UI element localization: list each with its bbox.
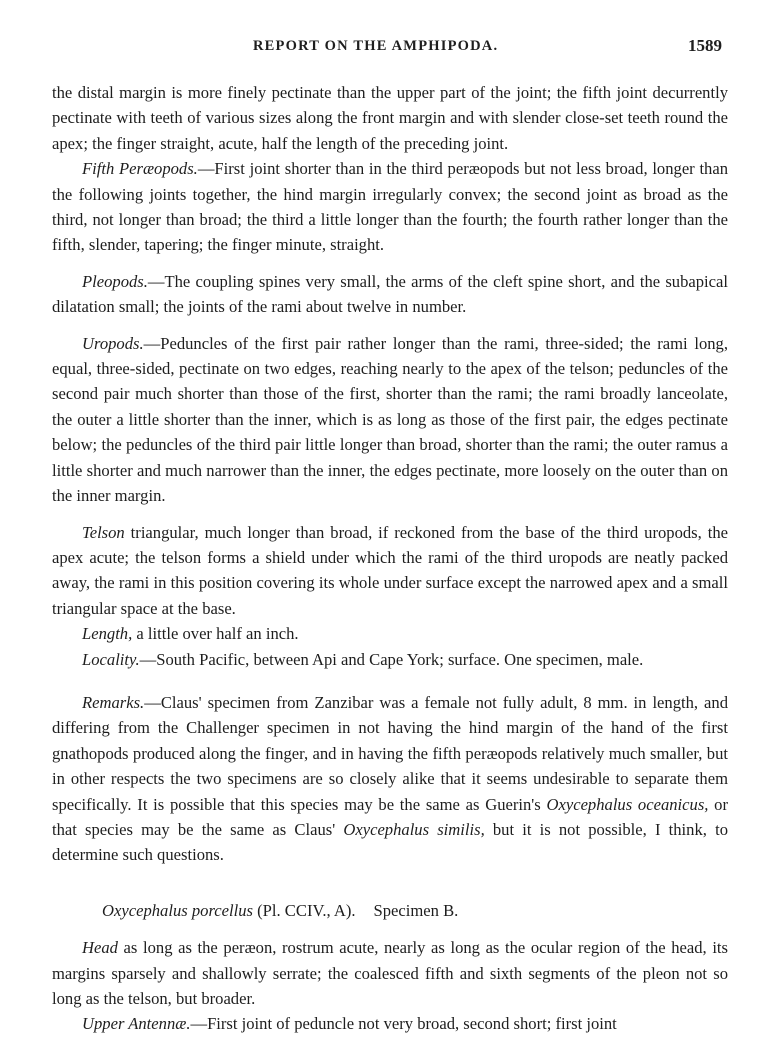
paragraph-continuation [52, 80, 728, 156]
page-number: 1589 [688, 36, 722, 55]
paragraph-text: triangular, much longer than broad, if reckoned from the base of the third uropods, the apex acute; the telson forms a shield under which the rami of the third uropods are neatly packed away, the rami in this position covering its whole under surface except the narrowed apex and a small triangular space at the base. [52, 522, 728, 618]
body-text [52, 80, 728, 1037]
paragraph-uropods [52, 331, 728, 509]
paragraph-remarks [52, 690, 728, 868]
run-in-heading: Upper Antennæ. [82, 1014, 191, 1034]
section-heading [52, 898, 728, 923]
species-name: Oxycephalus oceanicus, [546, 794, 709, 814]
paragraph-pleopods [52, 269, 728, 320]
run-in-heading: Head [82, 938, 118, 958]
running-title: REPORT ON THE AMPHIPODA. [253, 38, 499, 54]
run-in-heading: Remarks. [82, 692, 145, 712]
run-in-heading: Pleopods. [82, 271, 148, 291]
run-in-heading: Locality. [82, 649, 140, 669]
paragraph-length [52, 621, 728, 646]
paragraph-head [52, 935, 728, 1011]
run-in-heading: Length, [82, 624, 133, 644]
paragraph-locality [52, 647, 728, 672]
paragraph-text: —First joint of peduncle not very broad, second short; first joint [190, 1014, 617, 1034]
paragraph-text: the distal margin is more finely pectinate than the upper part of the joint; the fifth joint decurrently pectinate with teeth of various sizes along the front margin and with slender close-set teeth round the apex; the finger straight, acute, half the length of the preceding joint. [52, 83, 728, 153]
run-in-heading: Telson [82, 522, 125, 542]
paragraph-text: —The coupling spines very small, the arms of the cleft spine short, and the subapical dilatation small; the joints of the rami about twelve in number. [52, 271, 728, 317]
paragraph-text: —South Pacific, between Api and Cape York; surface. One specimen, male. [139, 649, 644, 669]
paragraph-upper-antennae [52, 1011, 728, 1036]
page-header [0, 36, 776, 60]
paragraph-text: —First joint shorter than in the third peræopods but not less broad, longer than the following joints together, the hind margin irregularly convex; the second joint as broad as the third, not longer than broad; the third a little longer than the fourth; the fourth rather longer than the fifth, slender, tapering; the finger minute, straight. [52, 159, 729, 255]
species-name: Oxycephalus similis, [343, 819, 485, 839]
paragraph-text: —Claus' specimen from Zanzibar was a female not fully adult, 8 mm. in length, and differing from the Challenger specimen in not having the hind margin of the hand of the first gnathopods produced along the finger, and in having the fifth peræopods relatively much smaller, but in other respects the two specimens are so closely alike that it seems undesirable to separate them specifically. It is possible that this species may be the same as Guerin's [52, 692, 728, 814]
plate-reference: (Pl. CCIV., A). [253, 900, 356, 920]
paragraph-text: a little over half an inch. [132, 624, 299, 644]
paragraph-text: but it is not possible, I think, to determine such questions. [52, 819, 728, 865]
paragraph-telson [52, 520, 728, 622]
paragraph-text: —Peduncles of the first pair rather longer than the rami, three-sided; the rami long, equal, three-sided, pectinate on two edges, reaching nearly to the apex of the telson; peduncles of the second pair much shorter than those of the first, shorter than the rami; the rami broadly lanceolate, the outer a little shorter than the inner, which is as long as those of the first pair, the edges pectinate below; the peduncles of the third pair little longer than broad, shorter than the rami; the outer ramus a little shorter and much narrower than the inner, the edges pectinate, more loosely on the outer than on the inner margin. [52, 333, 728, 506]
run-in-heading: Uropods. [82, 333, 144, 353]
paragraph-text: or that species may be the same as Claus' [52, 794, 728, 839]
species-name: Oxycephalus porcellus [102, 900, 253, 920]
paragraph-fifth-peraeopods [52, 156, 728, 258]
specimen-label: Specimen B. [373, 900, 459, 920]
run-in-heading: Fifth Peræopods. [82, 159, 198, 179]
paragraph-text: as long as the peræon, rostrum acute, nearly as long as the ocular region of the head, its margins sparsely and shallowly serrate; the coalesced fifth and sixth segments of the pleon not so long as the telson, but broader. [52, 938, 728, 1008]
